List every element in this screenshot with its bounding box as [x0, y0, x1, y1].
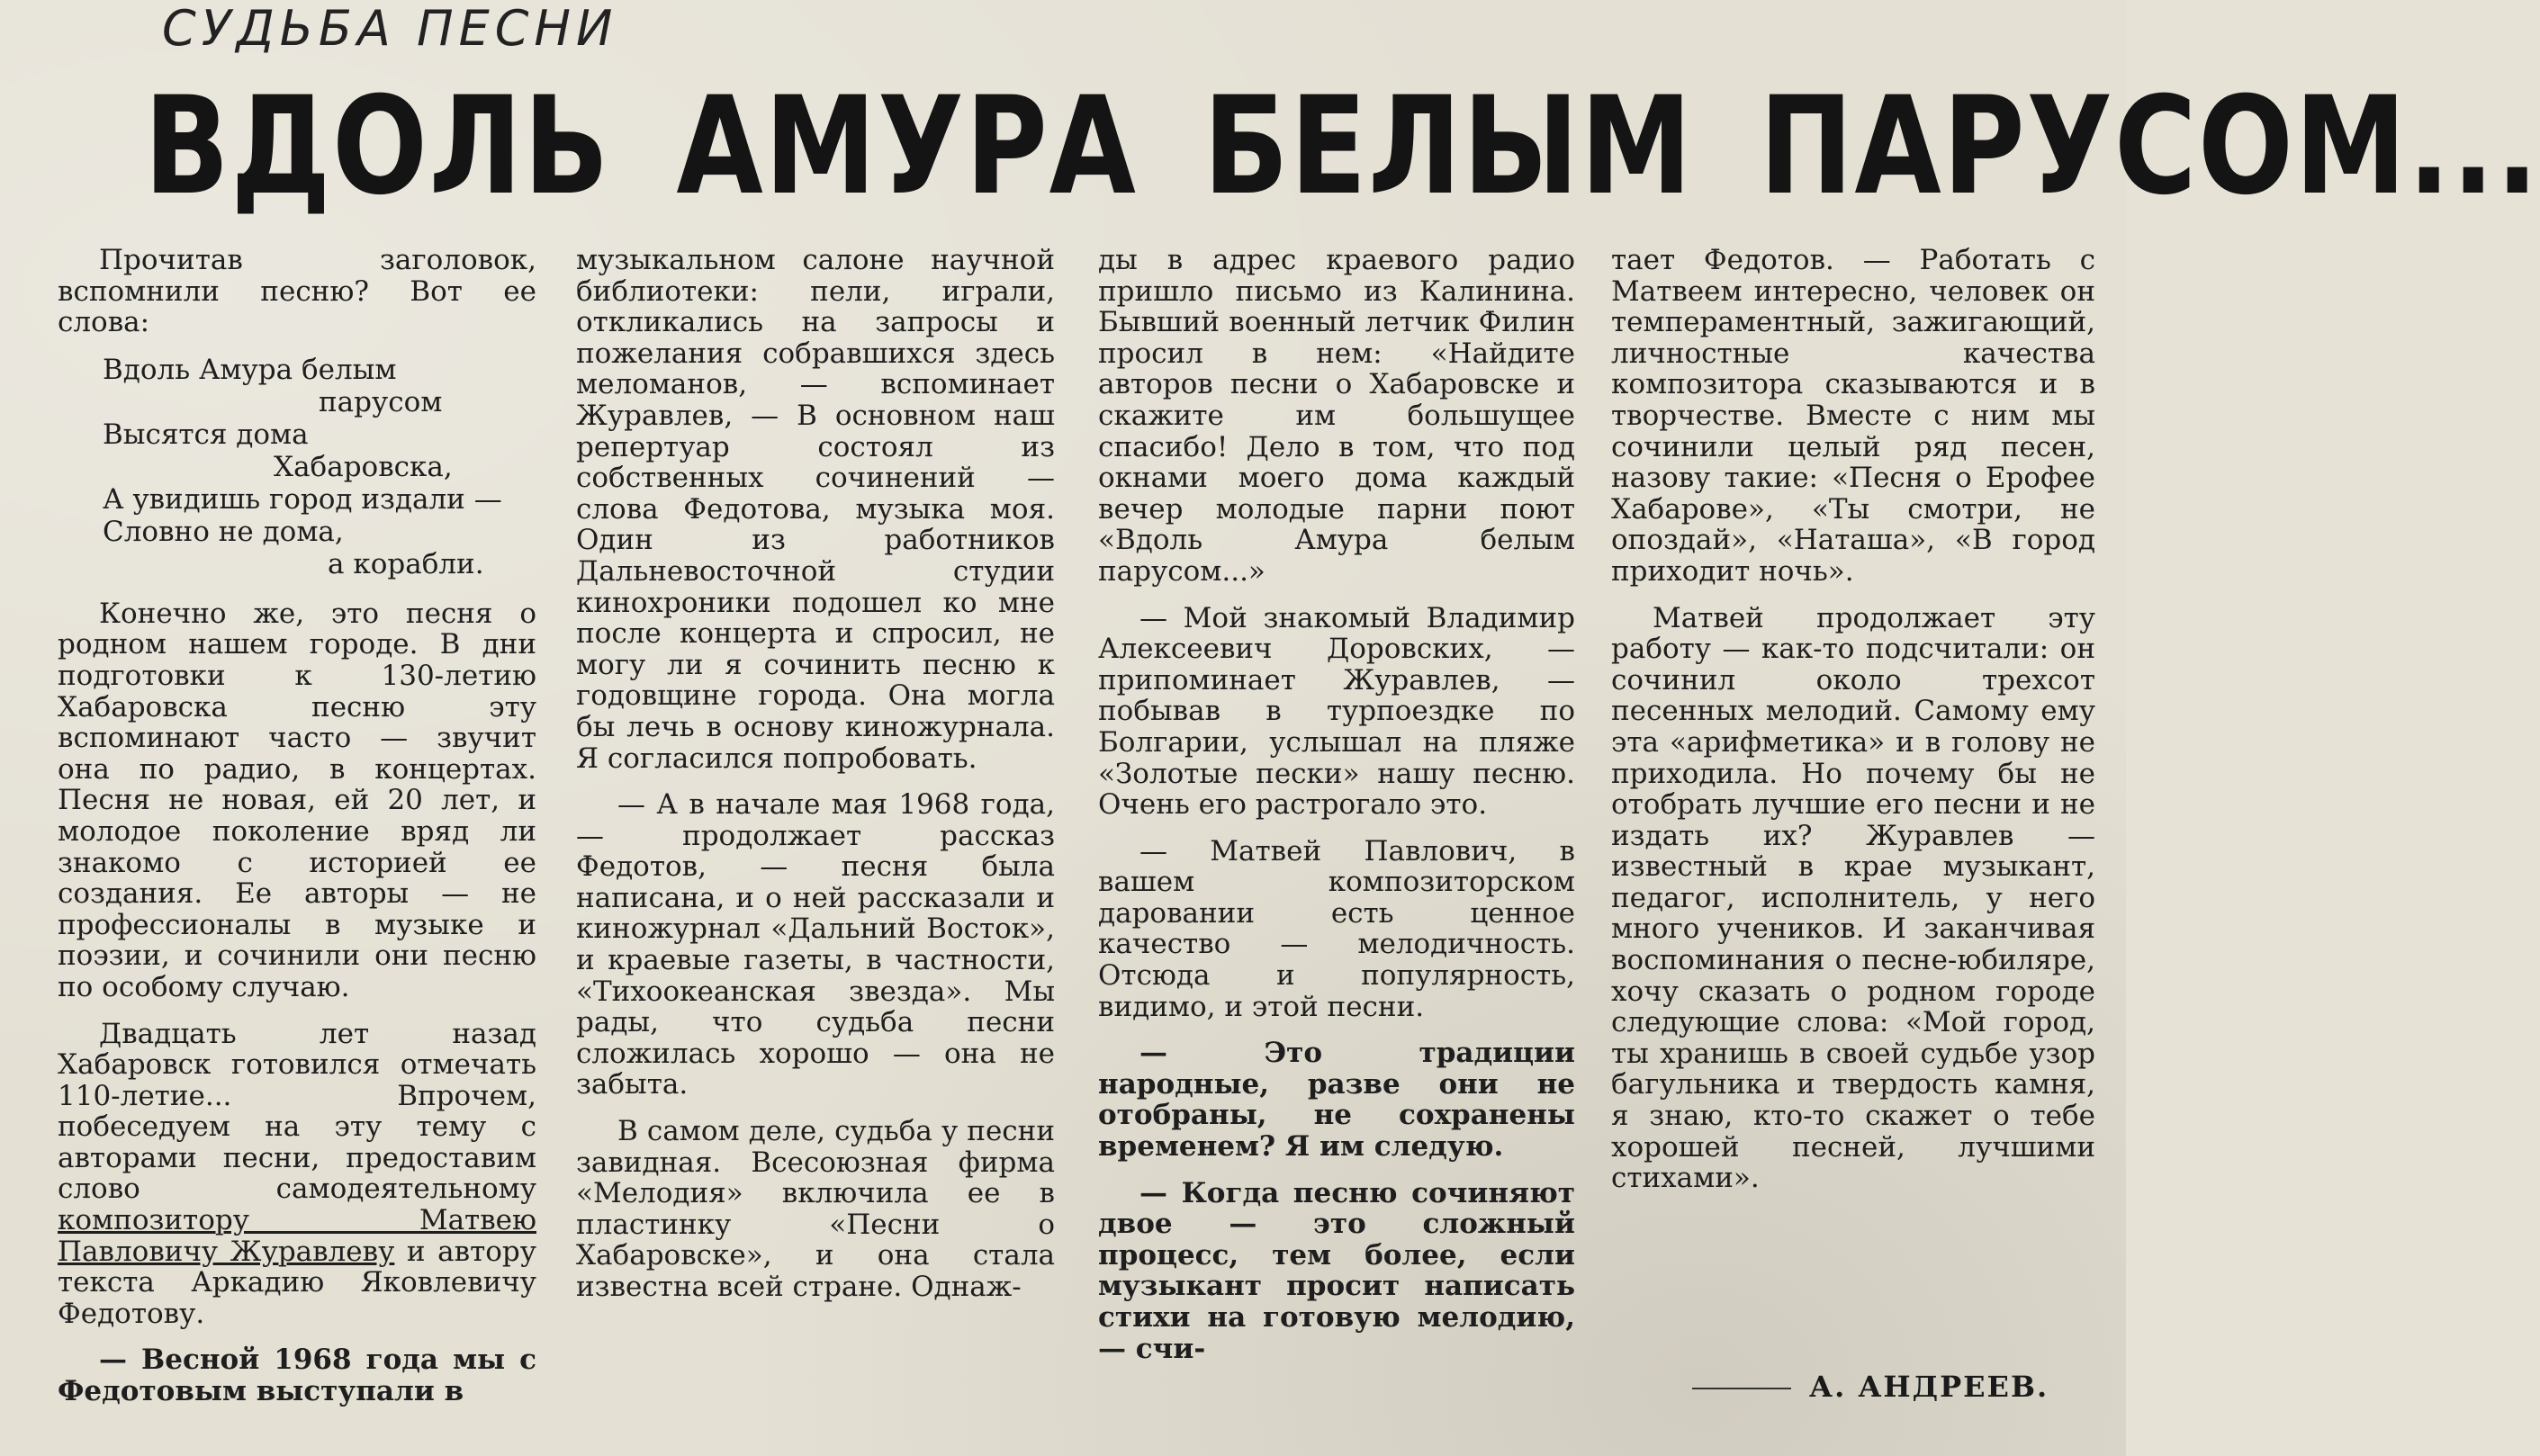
paragraph: ды в адрес краевого радио пришло письмо из Калинина. Бывший военный летчик Филин просил в нем: «Найдите авторов песни о Хабаровске и скажите им большущее спасибо! Дело в том, что под окнами моего дома каждый вечер молодые парни поют «Вдоль Амура белым парусом...»: [1098, 244, 1575, 588]
paragraph: — Это традиции народные, разве они не отобраны, не сохранены временем? Я им следую.: [1098, 1037, 1575, 1164]
paragraph: музыкальном салоне научной библиотеки: пели, играли, откликались на запросы и пожелания собравшихся здесь меломанов, — вспоминает Журавлев, — В основном наш репертуар состоял из собственных сочинений — слова Федотова, музыка моя. Один из работников Дальневосточной студии кинохроники подошел ко мне после концерта и спросил, не могу ли я сочинить песню к годовщине города. Она могла бы лечь в основу киножурнала. Я согласился попробовать.: [576, 244, 1055, 775]
paragraph-text: Двадцать лет назад Хабаровск готовился отмечать 110-летие... Впрочем, побеседуем на эту тему с авторами песни, предоставим слово самодеятельному: [58, 1017, 536, 1206]
lyric-line: парусом: [319, 385, 443, 418]
column-4: [1611, 245, 2095, 1415]
composer-name: композитору Матвею Павловичу Журавлеву: [58, 1204, 536, 1268]
lyric-line: Словно не дома,: [103, 515, 344, 548]
paragraph: — Весной 1968 года мы с Федотовым выступали в: [58, 1344, 536, 1408]
paragraph: — Матвей Павлович, в вашем композиторском даровании есть ценное качество — мелодичность. Отсюда и популярность, видимо, и этой песни.: [1098, 834, 1575, 1023]
paragraph: — Мой знакомый Владимир Алексеевич Доровских, — припоминает Журавлев, — побывав в турпоездке по Болгарии, услышал на пляже «Золотые пески» нашу песню. Очень его растрогало это.: [1098, 601, 1575, 822]
song-lyrics: [58, 354, 536, 580]
paragraph: [58, 1019, 536, 1330]
author-signature: А. АНДРЕЕВ.: [1809, 1370, 2049, 1404]
paragraph-text: и автору текста Аркадию Яковлевичу Федотову.: [58, 1235, 537, 1330]
column-1: [58, 245, 536, 1415]
article-headline: ВДОЛЬ АМУРА БЕЛЫМ ПАРУСОМ...: [144, 68, 2540, 225]
lyric-line: А увидишь город издали —: [103, 482, 502, 516]
intro-paragraph: Прочитав заголовок, вспомнили песню? Вот ее слова:: [58, 244, 536, 339]
lyric-line: а корабли.: [328, 547, 484, 580]
paragraph: Матвей продолжает эту работу — как-то подсчитали: он сочинил около трехсот песенных мелодий. Самому ему эта «арифметика» и в голову не приходила. Но почему бы не отобрать лучшие его песни и не издать их? Журавлев — известный в крае музыкант, педагог, исполнитель, у него много учеников. И заканчивая воспоминания о песне-юбиляре, хочу сказать о родном городе следующие слова: «Мой город, ты хранишь в своей судьбе узор багульника и твердость камня, я знаю, кто-то скажет о тебе хорошей песней, лучшими стихами».: [1611, 601, 2095, 1195]
lyric-line: Хабаровска,: [274, 450, 453, 483]
column-3: [1098, 245, 1575, 1415]
paragraph: Конечно же, это песня о родном нашем городе. В дни подготовки к 130-летию Хабаровска песню эту вспоминают часто — звучит она по радио, в концертах. Песня не новая, ей 20 лет, и молодое поколение вряд ли знакомо с историей ее создания. Ее авторы — не профессионалы в музыке и поэзии, и сочинили они песню по особому случаю.: [58, 597, 536, 1003]
signature-rule: [1692, 1388, 1791, 1389]
paragraph: тает Федотов. — Работать с Матвеем интересно, человек он темпераментный, зажигающий, личностные качества композитора сказываются и в творчестве. Вместе с ним мы сочинили целый ряд песен, назову такие: «Песня о Ерофее Хабарове», «Ты смотри, не опоздай», «Наташа», «В город приходит ночь».: [1611, 244, 2095, 588]
paragraph: В самом деле, судьба у песни завидная. Всесоюзная фирма «Мелодия» включила ее в пластинку «Песни о Хабаровске», и она стала известна всей стране. Однаж-: [576, 1115, 1055, 1303]
paragraph: — А в начале мая 1968 года, — продолжает рассказ Федотов, — песня была написана, и о ней рассказали и киножурнал «Дальний Восток», и краевые газеты, в частности, «Тихоокеанская звезда». Мы рады, что судьба песни сложилась хорошо — она не забыта.: [576, 788, 1055, 1101]
paragraph: — Когда песню сочиняют двое — это сложный процесс, тем более, если музыкант просит написать стихи на готовую мелодию, — счи-: [1098, 1176, 1575, 1365]
lyric-line: Высятся дома: [103, 418, 309, 451]
rubric-heading: СУДЬБА ПЕСНИ: [162, 0, 618, 57]
column-2: [576, 245, 1055, 1415]
lyric-line: Вдоль Амура белым: [103, 353, 397, 386]
